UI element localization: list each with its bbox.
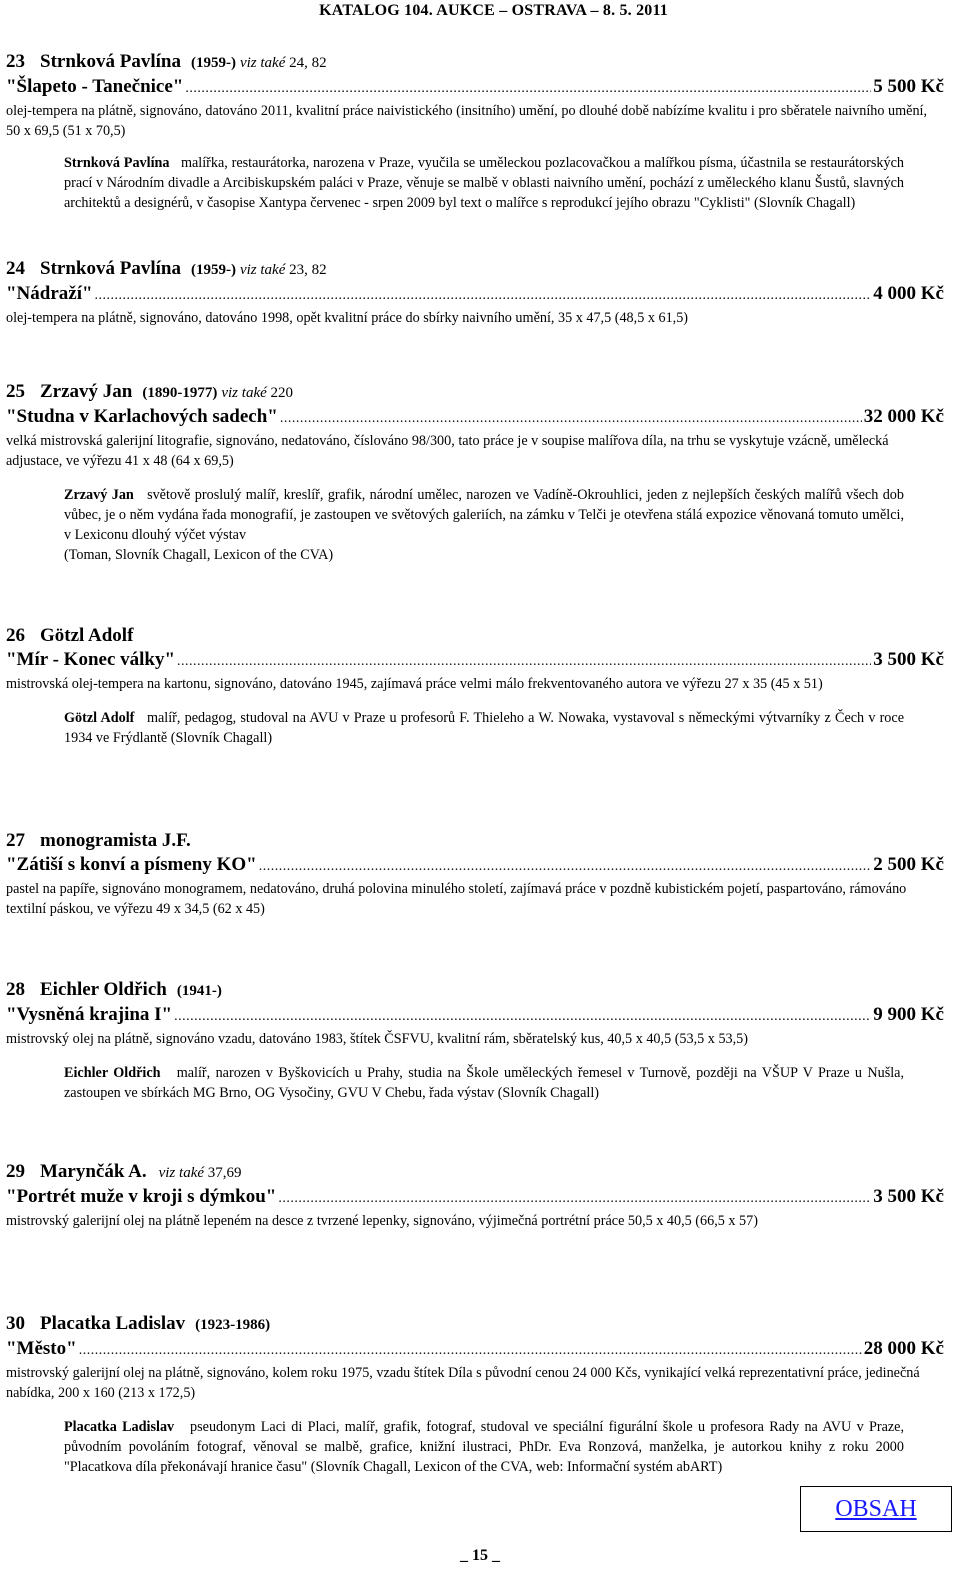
artist-bio: [64, 708, 904, 748]
lot-title: "Vysněná krajina I": [6, 1004, 173, 1025]
bio-text: pseudonym Laci di Placi, malíř, grafik, fotograf, studoval ve speciální figurální škole u profesora Rady na AVU v Praze, původním povoláním fotograf, věnoval se malbě, grafice, knižní ilustraci, PhDr. Eva Ronzová, manželka, je autorkou knihy z roku 2000 "Placatkova díla překonávají hranice času" (Slovník Chagall, Lexicon of the CVA, web: Informační systém abART): [64, 1419, 905, 1475]
lot-description: velká mistrovská galerijní litografie, signováno, nedatováno, číslováno 98/300, tato práce je v soupise malířova díla, na trhu se vyskytuje vzácně, umělecká adjustace, ve výřezu 41 x 48 (64 x 69,5): [6, 433, 889, 469]
obsah-box: [800, 1486, 952, 1532]
lot-ref-prefix: viz také: [221, 385, 267, 401]
artist-bio: [64, 153, 904, 213]
bio-name: Zrzavý Jan: [64, 487, 134, 503]
artist-bio: [64, 485, 904, 565]
lot-price: 5 500 Kč: [873, 76, 944, 97]
dot-leader: [278, 1187, 871, 1211]
dot-leader: [174, 1005, 871, 1029]
lot-price: 3 500 Kč: [873, 1186, 944, 1207]
lot-title: "Město": [6, 1338, 77, 1359]
lot-ref-prefix: viz také: [239, 55, 286, 71]
page-number: _ 15 _: [460, 1547, 500, 1564]
lot-title: "Mír - Konec války": [6, 649, 176, 670]
lot-heading: [6, 257, 944, 282]
lot-heading: [6, 978, 944, 1003]
lot-title: "Portrét muže v kroji s dýmkou": [6, 1186, 277, 1207]
lot-number: 23: [6, 51, 25, 72]
lot-heading: [6, 380, 944, 405]
bio-text: malířka, restaurátorka, narozena v Praze, vyučila se uměleckou pozlacovačkou a malířkou písma, účastnila se restaurátorských prací v Národním divadle a Arcibiskupském paláci v Praze, věnuje se malbě v oblasti naivního umění, pochází z uměleckého klanu Šustů, slavných architektů a designérů, v časopise Xantypa červenec - srpen 2009 byl text o malířce s reprodukcí jejího obrazu "Cyklisti" (Slovník Chagall): [64, 155, 904, 211]
lot-price: 4 000 Kč: [873, 283, 944, 304]
artist-bio: [64, 1417, 904, 1477]
lot-title: "Šlapeto - Tanečnice": [6, 76, 184, 97]
bio-name: Götzl Adolf: [64, 710, 135, 726]
lot-reference: [240, 55, 327, 71]
lot-heading: [6, 50, 944, 75]
lot-heading: [6, 1160, 944, 1185]
lot-number: 26: [6, 625, 25, 646]
lot-number: 25: [6, 381, 25, 402]
lot-entry: [6, 257, 944, 328]
dot-leader: [185, 77, 871, 101]
lot-title-row: [6, 1185, 944, 1211]
dot-leader: [79, 1339, 862, 1363]
lot-ref-numbers: 24, 82: [289, 55, 327, 71]
lot-title-row: [6, 853, 944, 879]
lot-description: olej-tempera na plátně, signováno, datováno 1998, opět kvalitní práce do sbírky naivního umění, 35 x 47,5 (48,5 x 61,5): [6, 310, 689, 326]
lot-artist: monogramista J.F.: [40, 830, 191, 851]
lot-ref-numbers: 23, 82: [289, 262, 327, 278]
lot-description: mistrovská olej-tempera na kartonu, signováno, datováno 1945, zajímavá práce velmi málo frekventovaného autora ve výřezu 27 x 35 (45 x 51): [6, 676, 823, 692]
page-header: KATALOG 104. AUKCE – OSTRAVA – 8. 5. 2011: [319, 2, 668, 19]
lot-artist: Zrzavý Jan: [40, 381, 133, 402]
lot-price: 2 500 Kč: [873, 854, 944, 875]
lot-entry: [6, 1160, 944, 1231]
dot-leader: [259, 855, 872, 879]
lot-heading: [6, 624, 944, 648]
lot-entry: [6, 1312, 944, 1477]
lot-ref-numbers: 37,69: [207, 1165, 242, 1181]
lot-dates: (1941-): [176, 983, 222, 999]
lot-heading: [6, 1312, 944, 1337]
lot-artist: Marynčák A.: [40, 1161, 147, 1182]
lot-title-row: [6, 75, 944, 101]
lot-price: 28 000 Kč: [863, 1338, 944, 1359]
lot-artist: Götzl Adolf: [40, 625, 134, 646]
lot-dates: (1890-1977): [142, 385, 218, 401]
lot-heading: [6, 829, 944, 853]
lot-artist: Strnková Pavlína: [40, 258, 181, 279]
lot-description: mistrovský galerijní olej na plátně lepeném na desce z tvrzené lepenky, signováno, výjimečná portrétní práce 50,5 x 40,5 (66,5 x 57): [6, 1213, 758, 1229]
bio-text: světově proslulý malíř, kreslíř, grafik, národní umělec, narozen ve Vadíně-Okrouhlici, jeden z nejlepších českých malířů všech dob vůbec, je o něm vydána řada monografií, je zastoupen ve světových galeriích, na zámku v Telči je otevřena stálá expozice věnovaná tomuto umělci, v Lexiconu dlouhý výčet výstav: [64, 487, 904, 543]
lot-description: mistrovský galerijní olej na plátně, signováno, kolem roku 1975, vzadu štítek Díla s původní cenou 24 000 Kčs, vynikající velká reprezentativní práce, jedinečná nabídka, 200 x 160 (213 x 172,5): [6, 1365, 920, 1401]
bio-name: Eichler Oldřich: [64, 1065, 161, 1081]
lot-description: olej-tempera na plátně, signováno, datováno 2011, kvalitní práce naivistického (insitního) umění, po dlouhé době nabízíme kvalitu i pro sběratele naivního umění, 50 x 69,5 (51 x 70,5): [6, 103, 928, 139]
lot-ref-prefix: viz také: [239, 262, 286, 278]
lot-dates: (1959-): [190, 55, 236, 71]
lot-title-row: [6, 648, 944, 674]
lot-reference: [221, 385, 293, 401]
lot-reference: [159, 1165, 242, 1181]
lot-number: 24: [6, 258, 25, 279]
lot-entry: [6, 624, 944, 748]
lot-entry: [6, 829, 944, 919]
lot-number: 28: [6, 979, 25, 1000]
lot-description: mistrovský olej na plátně, signováno vzadu, datováno 1983, štítek ČSFVU, kvalitní rám, sběratelský kus, 40,5 x 40,5 (53,5 x 53,5): [6, 1031, 748, 1047]
lot-price: 32 000 Kč: [863, 406, 944, 427]
lot-title-row: [6, 1337, 944, 1363]
dot-leader: [280, 407, 862, 431]
artist-bio: [64, 1063, 904, 1103]
lot-ref-numbers: 220: [270, 385, 294, 401]
lot-entry: [6, 380, 944, 565]
lot-price: 3 500 Kč: [873, 649, 944, 670]
lot-price: 9 900 Kč: [873, 1004, 944, 1025]
bio-sources: (Toman, Slovník Chagall, Lexicon of the CVA): [64, 547, 334, 563]
lot-number: 30: [6, 1313, 25, 1334]
lot-number: 29: [6, 1161, 25, 1182]
lot-number: 27: [6, 830, 25, 851]
lot-ref-prefix: viz také: [158, 1165, 205, 1181]
lot-description: pastel na papíře, signováno monogramem, nedatováno, druhá polovina minulého století, zajímavá práce v pozdně kubistickém pojetí, paspartováno, rámováno textilní páskou, ve výřezu 49 x 34,5 (62 x 45): [6, 881, 907, 917]
obsah-link[interactable]: OBSAH: [835, 1495, 917, 1522]
lot-title-row: [6, 405, 944, 431]
lot-dates: (1923-1986): [195, 1317, 271, 1333]
lot-title: "Zátiší s konví a písmeny KO": [6, 854, 257, 875]
lot-title: "Nádraží": [6, 283, 93, 304]
lot-dates: (1959-): [190, 262, 236, 278]
lot-title: "Studna v Karlachových sadech": [6, 406, 278, 427]
lot-artist: Eichler Oldřich: [40, 979, 167, 1000]
dot-leader: [177, 650, 871, 674]
dot-leader: [95, 284, 872, 308]
lot-artist: Strnková Pavlína: [40, 51, 181, 72]
bio-name: Strnková Pavlína: [64, 155, 170, 171]
bio-name: Placatka Ladislav: [64, 1419, 175, 1435]
lot-title-row: [6, 1003, 944, 1029]
lot-artist: Placatka Ladislav: [40, 1313, 186, 1334]
bio-text: malíř, narozen v Byškovicích u Prahy, studia na Škole uměleckých řemesel v Turnově, později na VŠUP V Praze u Nušla, zastoupen ve sbírkách MG Brno, OG Vysočiny, GVU V Chebu, řada výstav (Slovník Chagall): [64, 1065, 905, 1101]
lot-entry: [6, 50, 944, 213]
lot-entry: [6, 978, 944, 1103]
lot-title-row: [6, 282, 944, 308]
lot-reference: [240, 262, 327, 278]
bio-text: malíř, pedagog, studoval na AVU v Praze u profesorů F. Thieleho a W. Nowaka, vystavoval s německými výtvarníky z Čech v roce 1934 ve Frýdlantě (Slovník Chagall): [64, 710, 904, 746]
